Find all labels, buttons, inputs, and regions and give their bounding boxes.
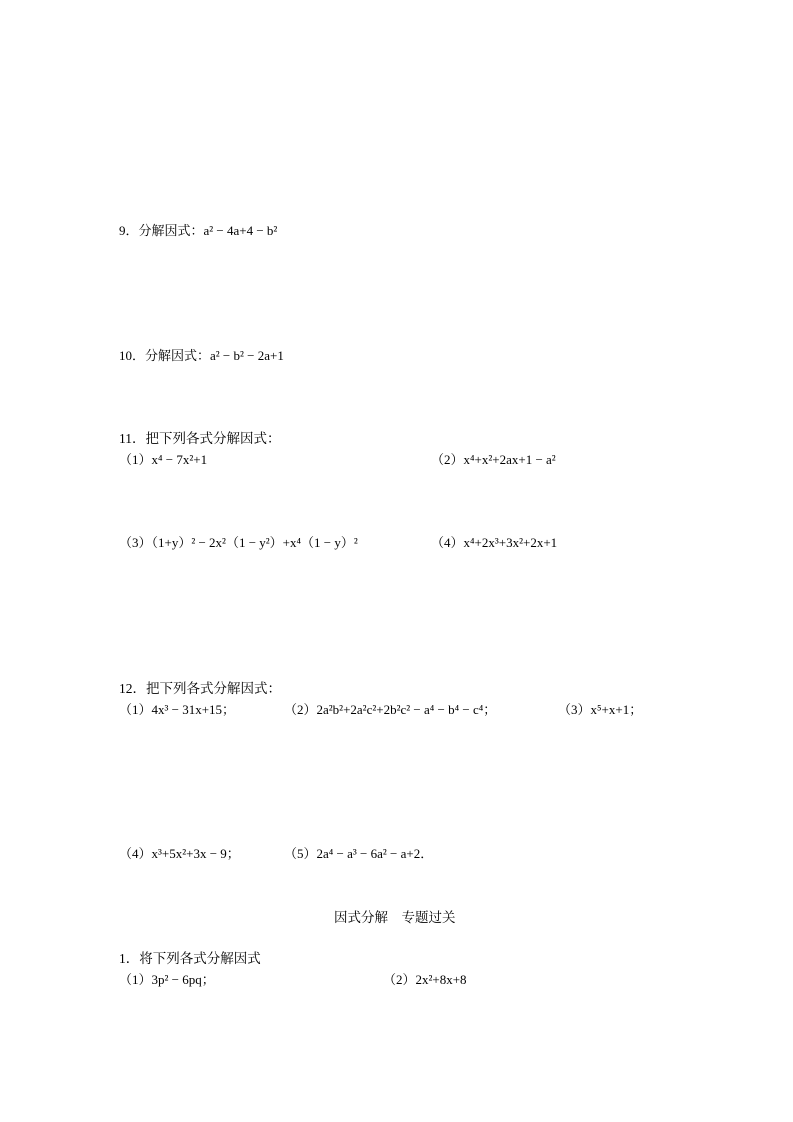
problem-11-heading: 11．把下列各式分解因式： xyxy=(119,431,281,446)
problem-11-item-3: （3）（1+y）² − 2x²（1 − y²）+x⁴（1 − y）² xyxy=(119,535,358,550)
section-title: 因式分解 专题过关 xyxy=(334,910,456,925)
problem-12-item-2: （2）2a²b²+2a²c²+2b²c² − a⁴ − b⁴ − c⁴； xyxy=(284,702,497,717)
problem-10: 10．分解因式：a² − b² − 2a+1 xyxy=(119,348,284,363)
problem-11-item-1: （1）x⁴ − 7x²+1 xyxy=(119,452,208,467)
problem-9: 9．分解因式：a² − 4a+4 − b² xyxy=(119,223,278,238)
problem-12-item-5: （5）2a⁴ − a³ − 6a² − a+2． xyxy=(284,846,434,861)
problem-12-item-1: （1）4x³ − 31x+15； xyxy=(119,702,236,717)
problem-12-item-3: （3）x⁵+x+1； xyxy=(558,702,643,717)
problem-11-item-2: （2）x⁴+x²+2ax+1 − a² xyxy=(431,452,556,467)
section-q1-item-1: （1）3p² − 6pq； xyxy=(119,972,215,987)
problem-12-heading: 12．把下列各式分解因式： xyxy=(119,681,281,696)
section-q1-item-2: （2）2x²+8x+8 xyxy=(383,972,467,987)
problem-12-item-4: （4）x³+5x²+3x − 9； xyxy=(119,846,240,861)
section-q1-heading: 1．将下列各式分解因式 xyxy=(119,951,261,966)
problem-11-item-4: （4）x⁴+2x³+3x²+2x+1 xyxy=(431,535,558,550)
